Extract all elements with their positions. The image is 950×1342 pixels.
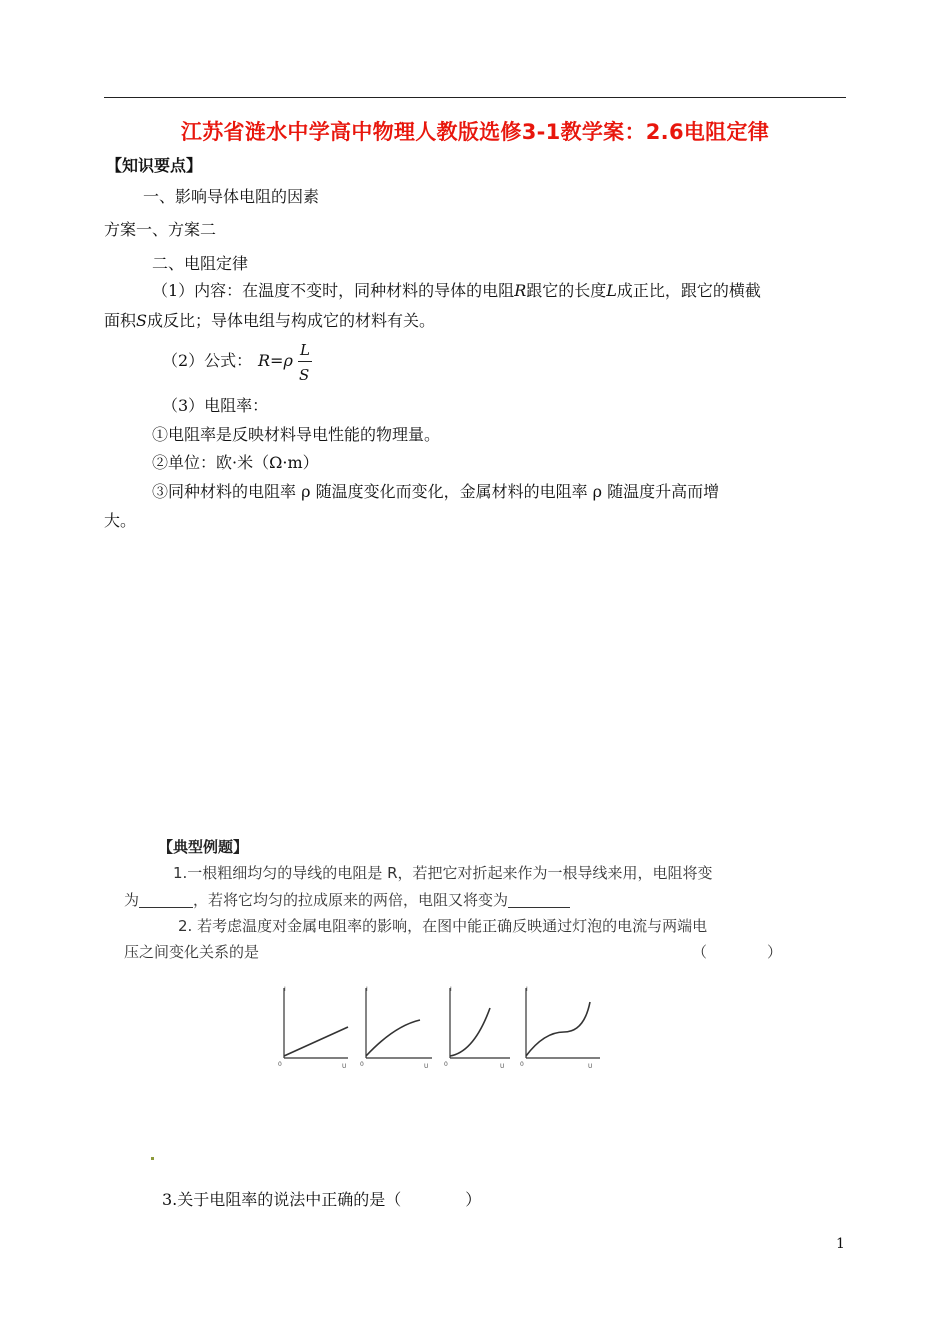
graph-a-x-label: U [342, 1063, 347, 1070]
question-1-line-2 [124, 889, 570, 910]
question-1-line-1: 1.一根粗细均匀的导线的电阻是 R，若把它对折起来作为一根导线来用，电阻将变 [173, 864, 713, 882]
graph-b-y-label: I [366, 986, 368, 993]
iu-graphs-figure [268, 982, 608, 1072]
graph-b [366, 988, 432, 1058]
resistivity-point-3: ③同种材料的电阻率 ρ 随温度变化而变化，金属材料的电阻率 ρ 随温度升高而增 [152, 482, 720, 501]
graph-b-origin: 0 [360, 1061, 364, 1068]
graph-a-y-label: I [284, 986, 286, 993]
graph-b-curve [366, 1020, 420, 1056]
graph-c [450, 988, 510, 1058]
graph-d-y-label: I [526, 986, 528, 993]
item-plans: 方案一、方案二 [104, 220, 217, 239]
resistivity-point-3-cont: 大。 [104, 511, 137, 530]
symbol-S: S [136, 311, 147, 330]
graph-c-y-label: I [450, 986, 452, 993]
section-knowledge-heading: 【知识要点】 [106, 156, 203, 175]
header-rule [104, 97, 846, 98]
answer-blank-2[interactable] [508, 891, 570, 908]
symbol-L: L [606, 281, 617, 300]
resistivity-point-2: ②单位：欧·米（Ω·m） [152, 453, 319, 472]
graph-c-curve [450, 1008, 490, 1056]
content-text-c: 成正比，跟它的横截 [616, 281, 761, 300]
stray-dot [151, 1157, 154, 1160]
graph-c-x-label: U [500, 1063, 505, 1070]
content-text-e: 成反比；导体电组与构成它的材料有关。 [146, 311, 435, 330]
content-text-d: 面积 [104, 311, 137, 330]
content-line-2 [104, 311, 435, 331]
resistivity-point-1: ①电阻率是反映材料导电性能的物理量。 [152, 425, 441, 444]
formula-fraction-line [298, 361, 312, 362]
symbol-R: R [514, 281, 527, 300]
graph-a-origin: 0 [278, 1061, 282, 1068]
graph-d-curve [526, 1002, 590, 1056]
item-resistance-law: 二、电阻定律 [152, 254, 249, 273]
page-number: 1 [836, 1236, 845, 1252]
graph-d [526, 988, 600, 1058]
answer-blank-1[interactable] [139, 891, 193, 908]
graph-a-curve [284, 1027, 348, 1056]
graph-c-origin: 0 [444, 1061, 448, 1068]
question-2-line-2: 压之间变化关系的是 [124, 943, 260, 961]
content-text-a: （1）内容：在温度不变时，同种材料的导体的电阻 [152, 281, 515, 300]
section-examples-heading: 【典型例题】 [158, 838, 249, 856]
content-text-b: 跟它的长度 [526, 281, 607, 300]
question-1-text-b: ，若将它均匀的拉成原来的两倍，电阻又将变为 [193, 891, 509, 909]
formula-lhs: R=ρ [258, 351, 293, 370]
graph-d-origin: 0 [520, 1061, 524, 1068]
resistivity-label: （3）电阻率： [162, 396, 269, 415]
content-line-1 [152, 281, 761, 301]
question-2-answer-parens: （ ） [692, 943, 783, 961]
document-title: 江苏省涟水中学高中物理人教版选修3-1教学案：2.6电阻定律 [180, 120, 770, 144]
formula-numerator: L [300, 341, 310, 359]
graph-d-x-label: U [588, 1063, 593, 1070]
question-2-line-1: 2. 若考虑温度对金属电阻率的影响，在图中能正确反映通过灯泡的电流与两端电 [178, 917, 708, 935]
graph-a [284, 988, 348, 1058]
question-1-text-a: 为 [124, 891, 140, 909]
question-3: 3.关于电阻率的说法中正确的是（ ） [162, 1190, 482, 1209]
formula-denominator: S [299, 366, 310, 384]
formula-label: （2）公式： [162, 351, 253, 370]
item-factors: 一、影响导体电阻的因素 [143, 187, 320, 206]
graph-b-x-label: U [424, 1063, 429, 1070]
